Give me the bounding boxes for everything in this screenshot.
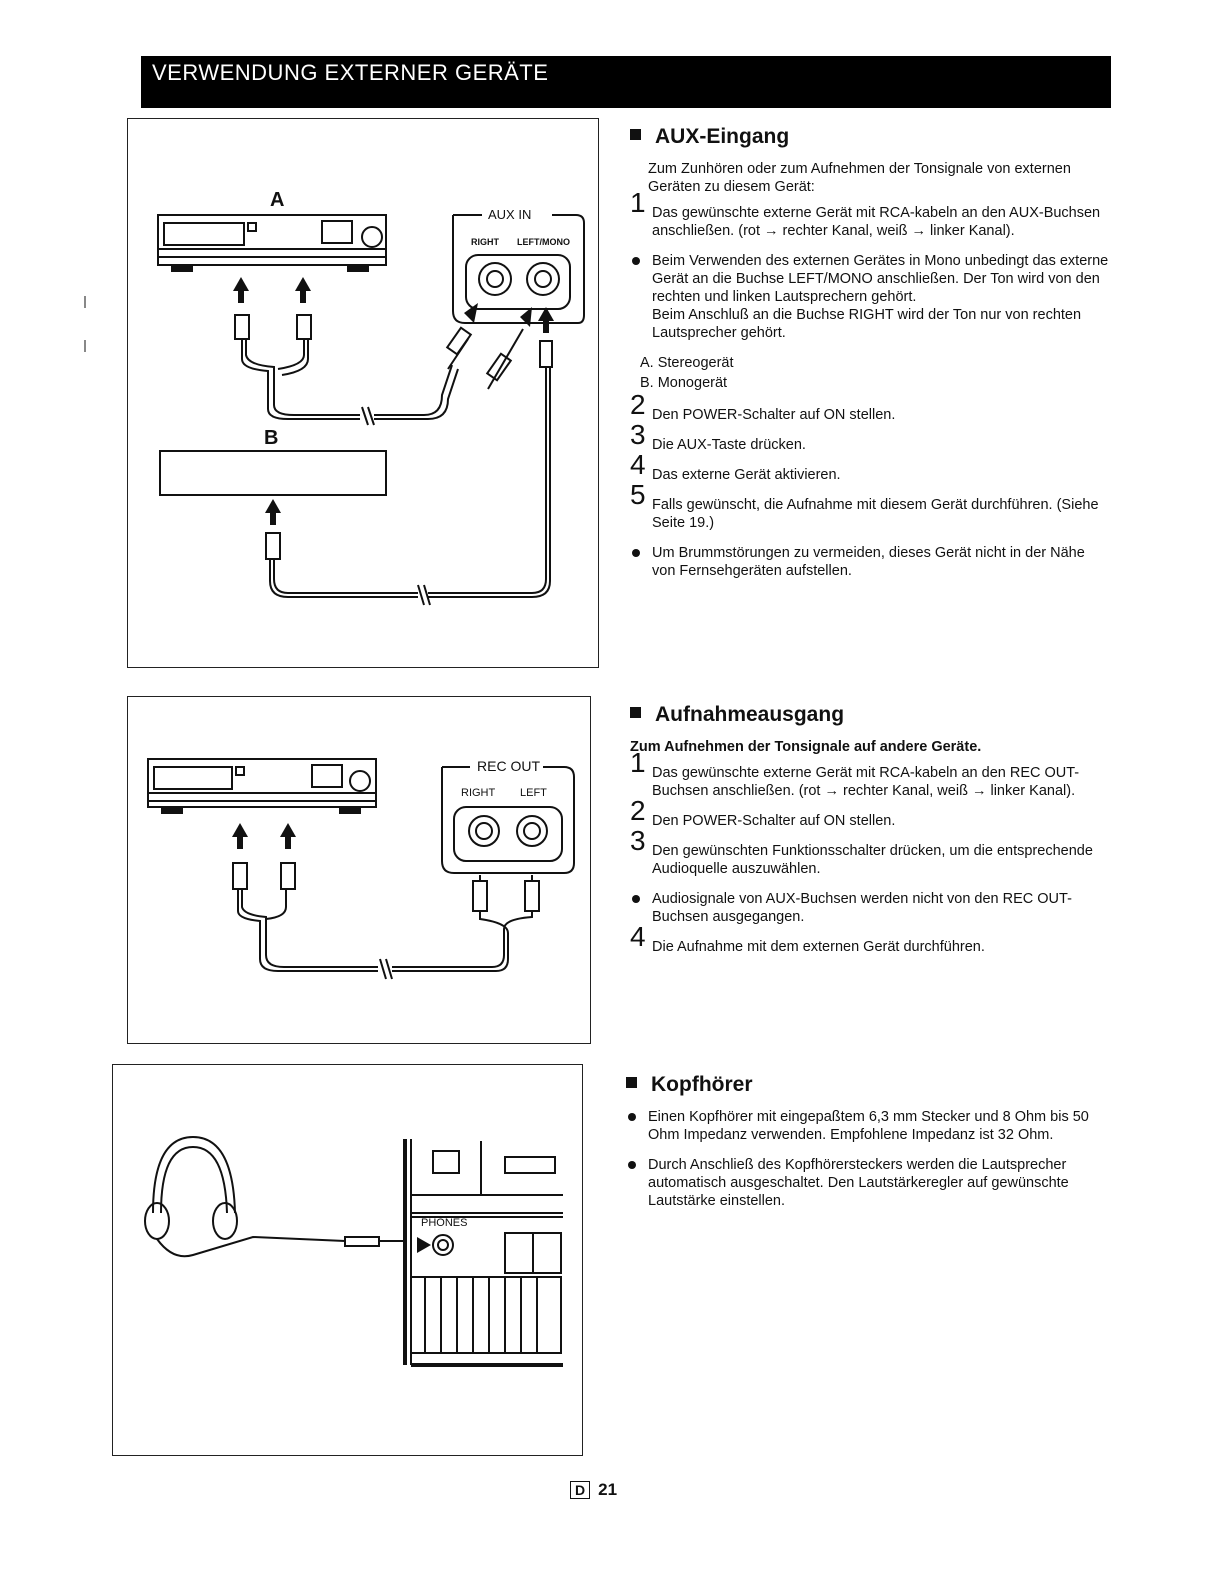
step-text: Den POWER-Schalter auf ON stellen. [652,407,896,423]
margin-mark [84,340,86,352]
step-text: Das gewünschte externe Gerät mit RCA-kabeln an den REC OUT-Buchsen anschließen. (rot → rechter Kanal, weiß → linker Kanal). [652,765,1080,799]
aux-step-3 [630,419,1110,454]
step-number: 1 [630,187,646,218]
phones-section [626,1073,1106,1222]
step-number: 3 [630,825,646,856]
bullet-icon [632,549,640,557]
step-text: Falls gewünscht, die Aufnahme mit diesem Gerät durchführen. (Siehe Seite 19.) [652,497,1099,531]
rec-out-label: REC OUT [474,758,543,774]
page-number-text: 21 [598,1480,618,1499]
step-number: 1 [630,747,646,778]
aux-intro: Zum Zunhören oder zum Aufnehmen der Tonsignale von externen Geräten zu diesem Gerät: [648,161,1071,195]
step-number: 5 [630,479,646,510]
aux-step-1 [630,187,1110,240]
square-bullet-icon [630,707,641,718]
aux-section [630,125,1110,592]
bullet-icon [632,257,640,265]
step-number: 2 [630,389,646,420]
step-text: Das externe Gerät aktivieren. [652,467,841,483]
aux-heading [630,125,1110,148]
aux-bullet-2 [630,544,1110,580]
step-number: 3 [630,419,646,450]
square-bullet-icon [630,129,641,140]
bullet-icon [628,1113,636,1121]
step-text: Das gewünschte externe Gerät mit RCA-kabeln an den AUX-Buchsen anschließen. (rot → rechter Kanal, weiß → linker Kanal). [652,205,1101,239]
page-title: VERWENDUNG EXTERNER GERÄTE [152,60,549,85]
bullet-text: Um Brummstörungen zu vermeiden, dieses Gerät nicht in der Nähe von Fernsehgeräten aufstellen. [652,545,1085,579]
rec-out-diagram [128,697,590,1043]
bullet-text-2: Beim Anschluß an die Buchse RIGHT wird der Ton nur von rechten Lautsprecher gehört. [652,307,1082,341]
rec-step-2 [630,795,1110,830]
rec-step-4 [630,921,1110,956]
square-bullet-icon [626,1077,637,1088]
step-text: Den POWER-Schalter auf ON stellen. [652,813,896,829]
rec-out-figure [127,696,591,1044]
bullet-icon [632,895,640,903]
aux-in-label: AUX IN [484,207,535,222]
phones-label: PHONES [421,1217,468,1229]
legend-b: B. Monogerät [640,375,728,391]
device-a-label: A [270,189,285,211]
bullet-text: Audiosignale von AUX-Buchsen werden nicht von den REC OUT-Buchsen ausgegangen. [652,891,1072,925]
rec-heading-text: Aufnahmeausgang [655,703,845,726]
rec-heading [630,703,1110,726]
bullet-text: Beim Verwenden des externen Gerätes in Mono unbedingt das externe Gerät an die Buchse LEFT/MONO anschließen. Der Ton wird von den rechten und linken Lautsprechern gehört. [652,253,1109,305]
page-number [570,1480,617,1500]
arrow-to-jack-icon [417,1237,431,1253]
aux-left-mono-label: LEFT/MONO [517,237,570,247]
rec-right-label: RIGHT [461,787,496,799]
phones-diagram [113,1065,582,1455]
bullet-icon [628,1161,636,1169]
aux-diagram [128,119,598,667]
aux-figure [127,118,599,668]
aux-bullet-1 [630,252,1110,342]
bullet-text: Durch Anschließ des Kopfhörersteckers werden die Lautsprecher automatisch ausgeschaltet. Den Lautstärkeregler auf gewünschte Lautstärke einstellen. [648,1157,1069,1209]
step-number: 4 [630,921,646,952]
language-badge: D [570,1481,590,1499]
phones-bullet-2 [626,1156,1106,1210]
rec-left-label: LEFT [520,787,547,799]
rec-bullet-1 [630,890,1110,926]
phones-bullet-1 [626,1108,1106,1144]
aux-step-4 [630,449,1110,484]
margin-mark [84,296,86,308]
step-text: Den gewünschten Funktionsschalter drücken, um die entsprechende Audioquelle auszuwählen. [652,843,1093,877]
aux-heading-text: AUX-Eingang [655,125,790,148]
headphones-icon [145,1137,403,1256]
device-b-label: B [264,427,279,449]
legend-a: A. Stereogerät [640,355,734,371]
step-number: 4 [630,449,646,480]
bullet-text: Einen Kopfhörer mit eingepaßtem 6,3 mm Stecker und 8 Ohm bis 50 Ohm Impedanz verwenden. Empfohlene Impedanz ist 32 Ohm. [648,1109,1089,1143]
phones-figure [112,1064,583,1456]
rec-intro: Zum Aufnehmen der Tonsignale auf andere Geräte. [630,739,982,755]
aux-right-label: RIGHT [471,237,499,247]
rec-step-3 [630,825,1110,878]
step-text: Die AUX-Taste drücken. [652,437,806,453]
step-number: 2 [630,795,646,826]
rec-section [630,703,1110,968]
step-text: Die Aufnahme mit dem externen Gerät durchführen. [652,939,985,955]
aux-step-2 [630,389,1110,424]
phones-heading [626,1073,1106,1096]
phones-heading-text: Kopfhörer [651,1073,753,1096]
aux-step-5 [630,479,1110,532]
stereo-unit [405,1139,563,1365]
